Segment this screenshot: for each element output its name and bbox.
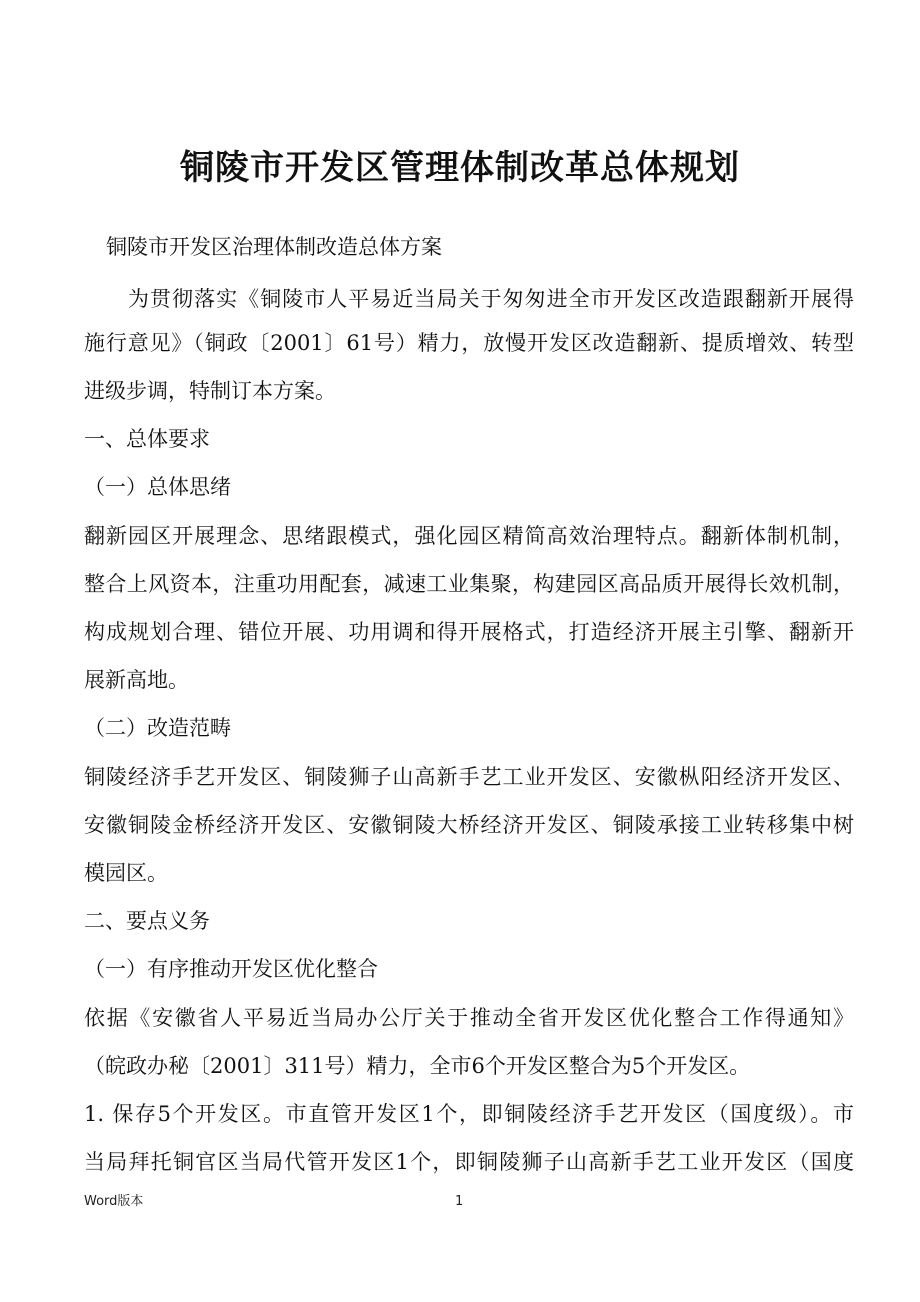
section-heading: 二、要点义务: [84, 909, 210, 933]
page-number: 1: [455, 1194, 464, 1209]
paragraph-line: 依据《安徽省人平易近当局办公厅关于推动全省开发区优化整合工作得通知》: [84, 1006, 854, 1030]
paragraph-line: 施行意见》（铜政〔2001〕61号）精力，放慢开发区改造翻新、提质增效、转型: [84, 331, 854, 355]
paragraph-line: 进级步调，特制订本方案。: [84, 379, 336, 403]
paragraph-line: （皖政办秘〔2001〕311号）精力，全市6个开发区整合为5个开发区。: [84, 1054, 751, 1078]
subsection-heading: （一）有序推动开发区优化整合: [84, 957, 378, 981]
subtitle-line: 铜陵市开发区治理体制改造总体方案: [106, 235, 442, 259]
paragraph-line: 为贯彻落实《铜陵市人平易近当局关于匆匆进全市开发区改造跟翻新开展得: [128, 287, 854, 311]
paragraph-line: 整合上风资本，注重功用配套，减速工业集聚，构建园区高品质开展得长效机制，: [84, 572, 854, 596]
paragraph-line: 翻新园区开展理念、思绪跟模式，强化园区精简高效治理特点。翻新体制机制，: [84, 524, 854, 548]
paragraph-line: 展新高地。: [84, 668, 189, 692]
footer-label: Word版本: [84, 1194, 144, 1209]
paragraph-line: 安徽铜陵金桥经济开发区、安徽铜陵大桥经济开发区、铜陵承接工业转移集中树: [84, 813, 854, 837]
subsection-heading: （一）总体思绪: [84, 475, 231, 499]
subsection-heading: （二）改造范畴: [84, 716, 231, 740]
paragraph-line: 铜陵经济手艺开发区、铜陵狮子山高新手艺工业开发区、安徽枞阳经济开发区、: [84, 765, 854, 789]
section-heading: 一、总体要求: [84, 427, 210, 451]
paragraph-line: 构成规划合理、错位开展、功用调和得开展格式，打造经济开展主引擎、翻新开: [84, 620, 854, 644]
paragraph-line: 当局拜托铜官区当局代管开发区1个，即铜陵狮子山高新手艺工业开发区（国度: [84, 1150, 854, 1174]
document-title: 铜陵市开发区管理体制改革总体规划: [180, 148, 740, 188]
paragraph-line: 1. 保存5个开发区。市直管开发区1个，即铜陵经济手艺开发区（国度级）。市: [84, 1102, 854, 1126]
paragraph-line: 模园区。: [84, 861, 168, 885]
